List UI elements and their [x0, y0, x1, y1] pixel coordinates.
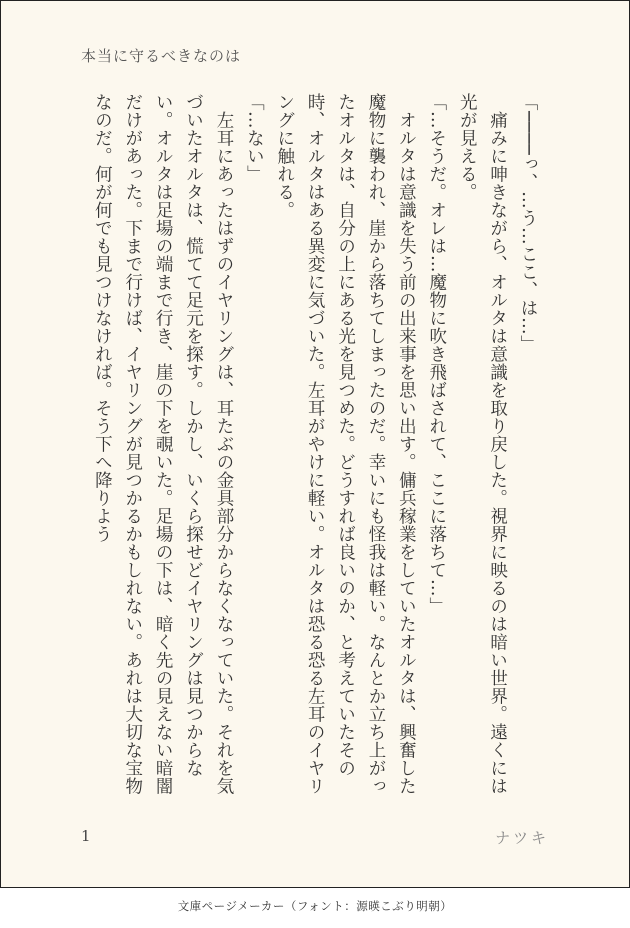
paragraph: 「…そうだ。オレは…魔物に吹き飛ばされて、ここに落ちて…」	[426, 93, 447, 615]
paragraph: 左耳にあったはずのイヤリングは、耳たぶの金具部分からなくなっていた。それを気づいたオルタは、慌てて足元を探す。しかし、いくら探せどイヤリングは見つからない。オルタは足場の端まで行き、崖の下を覗いた。足場の下は、暗く先の見えない暗闇だけがあった。下まで行けば、イヤリングが見つかるかもしれない。あれは大切な宝物なのだ。何が何でも見つけなければ。そう下へ降りよう	[92, 93, 234, 795]
paragraph: オルタは意識を失う前の出来事を思い出す。傭兵稼業をしていたオルタは、興奮した魔物に襲われ、崖から落ちてしまったのだ。幸いにも怪我は軽い。なんとか立ち上がったオルタは、自分の上にある光を見つめた。どうすれば良いのか、と考えていたその時、オルタはある異変に気づいた。左耳がやけに軽い。オルタは恐る恐る左耳のイヤリングに触れる。	[274, 93, 417, 795]
body-text	[87, 93, 543, 807]
paragraph: 「…ない」	[244, 93, 265, 183]
running-title: 本当に守るべきなのは	[81, 47, 242, 65]
paragraph: 痛みに呻きながら、オルタは意識を取り戻した。視界に映るのは暗い世界。遠くには光が見える。	[457, 93, 508, 795]
paragraph: 「────っ、…う…ここ、は…」	[518, 93, 538, 354]
author-name: ナツキ	[495, 829, 549, 847]
generator-caption: 文庫ページメーカー（フォント：源暎こぶり明朝）	[177, 899, 453, 913]
page-number: 1	[81, 827, 91, 845]
